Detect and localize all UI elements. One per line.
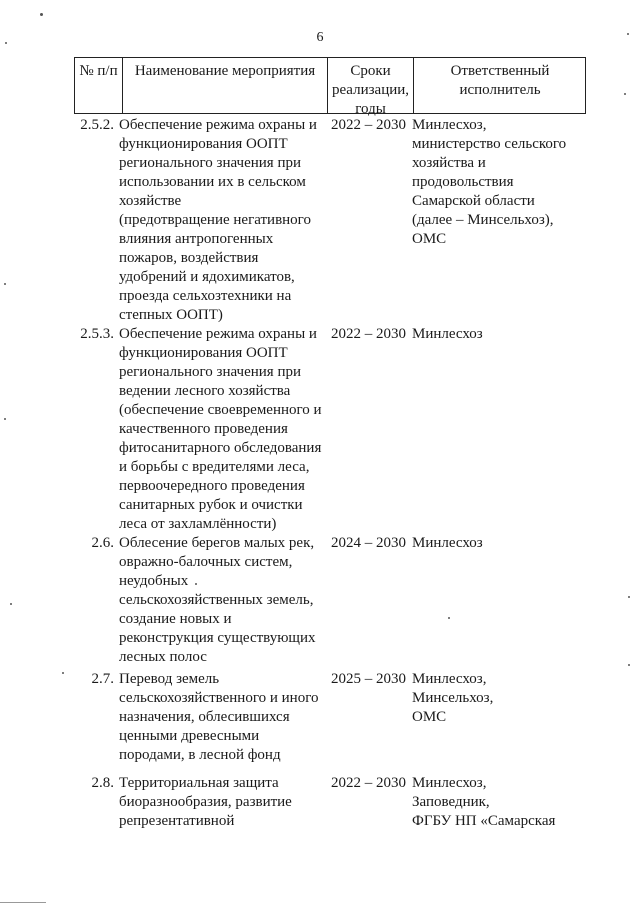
text-line: Перевод земель xyxy=(119,671,220,687)
text-line: хозяйстве xyxy=(119,193,182,209)
text-line: создание новых и xyxy=(119,611,232,627)
header-term-line: Сроки xyxy=(350,63,391,79)
row-number: 2.6. xyxy=(91,535,114,551)
header-responsible xyxy=(414,62,586,100)
text-line: назначения, облесившихся xyxy=(119,709,290,725)
text-line: Минлесхоз, xyxy=(412,671,487,687)
text-line: неудобных xyxy=(119,573,189,589)
row-activity-name xyxy=(119,670,331,765)
text-line: лесных полос xyxy=(119,649,207,665)
scan-speck xyxy=(4,418,6,420)
text-line: министерство сельского xyxy=(412,136,567,152)
scan-speck xyxy=(627,33,629,35)
text-line: использовании их в сельском xyxy=(119,174,306,190)
scan-speck xyxy=(5,42,7,44)
row-activity-name xyxy=(119,116,331,325)
scan-speck xyxy=(62,672,64,674)
table-header xyxy=(74,57,586,117)
row-responsible xyxy=(412,774,592,831)
row-term: 2025 – 2030 xyxy=(331,671,406,687)
row-number: 2.7. xyxy=(91,671,114,687)
text-line: Территориальная защита xyxy=(119,775,279,791)
scan-speck xyxy=(624,93,626,95)
row-term: 2022 – 2030 xyxy=(331,326,406,342)
row-term: 2022 – 2030 xyxy=(331,117,406,133)
scan-speck xyxy=(628,596,630,598)
text-line: пожаров, воздействия xyxy=(119,250,259,266)
text-line: функционирования ООПТ xyxy=(119,345,288,361)
text-line: (предотвращение негативного xyxy=(119,212,311,228)
header-term xyxy=(328,62,413,119)
header-term-line: годы xyxy=(355,101,386,117)
row-activity-name xyxy=(119,325,331,534)
row-responsible xyxy=(412,116,592,249)
text-line: продовольствия xyxy=(412,174,514,190)
text-line: Обеспечение режима охраны и xyxy=(119,326,317,342)
row-number: 2.5.2. xyxy=(80,117,114,133)
row-number: 2.5.3. xyxy=(80,326,114,342)
text-line: удобрений и ядохимикатов, xyxy=(119,269,295,285)
text-line: влияния антропогенных xyxy=(119,231,274,247)
text-line: породами, в лесной фонд xyxy=(119,747,281,763)
row-activity-name xyxy=(119,774,331,831)
row-responsible xyxy=(412,670,592,727)
text-line: леса от захламлённости) xyxy=(119,516,277,532)
text-line: ФГБУ НП «Самарская xyxy=(412,813,556,829)
header-term-line: реализации, xyxy=(331,82,410,98)
text-line: Минлесхоз, xyxy=(412,117,487,133)
text-line: Минлесхоз xyxy=(412,326,483,342)
row-term: 2022 – 2030 xyxy=(331,775,406,791)
text-line: реконструкция существующих xyxy=(119,630,316,646)
scan-speck xyxy=(195,583,197,585)
text-line: Минсельхоз, xyxy=(412,690,494,706)
text-line: фитосанитарного обследования xyxy=(119,440,322,456)
scan-speck xyxy=(40,13,43,16)
text-line: Минлесхоз xyxy=(412,535,483,551)
scan-speck xyxy=(4,283,6,285)
row-term: 2024 – 2030 xyxy=(331,535,406,551)
row-responsible xyxy=(412,534,592,553)
text-line: хозяйства и xyxy=(412,155,486,171)
text-line: биоразнообразия, развитие xyxy=(119,794,292,810)
header-name: Наименование мероприятия xyxy=(134,63,316,79)
row-responsible xyxy=(412,325,592,344)
text-line: функционирования ООПТ xyxy=(119,136,288,152)
text-line: проезда сельхозтехники на xyxy=(119,288,292,304)
text-line: Обеспечение режима охраны и xyxy=(119,117,317,133)
text-line: овражно-балочных систем, xyxy=(119,554,293,570)
text-line: ведении лесного хозяйства xyxy=(119,383,291,399)
text-line: Минлесхоз, xyxy=(412,775,487,791)
header-resp-line: Ответственный xyxy=(450,63,550,79)
text-line: ОМС xyxy=(412,231,447,247)
text-line: Самарской области xyxy=(412,193,535,209)
text-line: ОМС xyxy=(412,709,447,725)
scan-speck xyxy=(628,664,630,666)
page-number: 6 xyxy=(316,30,324,45)
text-line: ценными древесными xyxy=(119,728,260,744)
scan-speck xyxy=(448,617,450,619)
text-line: регионального значения при xyxy=(119,364,302,380)
text-line: степных ООПТ) xyxy=(119,307,223,323)
scan-edge-mark xyxy=(0,902,46,903)
text-line: первоочередного проведения xyxy=(119,478,305,494)
text-line: санитарных рубок и очистки xyxy=(119,497,303,513)
text-line: Заповедник, xyxy=(412,794,490,810)
scan-speck xyxy=(10,603,12,605)
row-activity-name xyxy=(119,534,331,667)
text-line: регионального значения при xyxy=(119,155,302,171)
text-line: качественного проведения xyxy=(119,421,288,437)
header-resp-line: исполнитель xyxy=(459,82,541,98)
text-line: и борьбы с вредителями леса, xyxy=(119,459,310,475)
text-line: (далее – Минсельхоз), xyxy=(412,212,554,228)
text-line: (обеспечение своевременного и xyxy=(119,402,322,418)
row-number: 2.8. xyxy=(91,775,114,791)
text-line: сельскохозяйственных земель, xyxy=(119,592,314,608)
text-line: Облесение берегов малых рек, xyxy=(119,535,315,551)
text-line: сельскохозяйственного и иного xyxy=(119,690,319,706)
header-num: № п/п xyxy=(79,63,118,79)
text-line: репрезентативной xyxy=(119,813,235,829)
